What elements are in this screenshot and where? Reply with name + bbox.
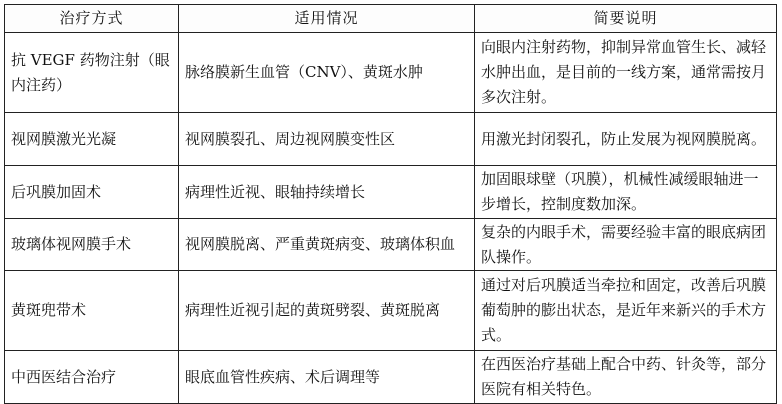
cell-indication: 病理性近视、眼轴持续增长 [179, 166, 475, 219]
table-row [5, 166, 777, 219]
cell-method: 黄斑兜带术 [5, 271, 179, 351]
cell-description: 通过对后巩膜适当牵拉和固定，改善后巩膜葡萄肿的膨出状态，是近年来新兴的手术方式。 [475, 271, 777, 351]
treatment-table [4, 4, 777, 404]
header-row [5, 5, 777, 33]
table-row [5, 219, 777, 271]
table-row [5, 271, 777, 351]
cell-indication: 视网膜脱离、严重黄斑病变、玻璃体积血 [179, 219, 475, 271]
cell-indication: 脉络膜新生血管（CNV）、黄斑水肿 [179, 33, 475, 113]
cell-method: 后巩膜加固术 [5, 166, 179, 219]
cell-indication: 眼底血管性疾病、术后调理等 [179, 351, 475, 404]
header-description: 简要说明 [475, 5, 777, 33]
cell-description: 复杂的内眼手术，需要经验丰富的眼底病团队操作。 [475, 219, 777, 271]
cell-description: 用激光封闭裂孔，防止发展为视网膜脱离。 [475, 113, 777, 166]
header-indication: 适用情况 [179, 5, 475, 33]
cell-description: 在西医治疗基础上配合中药、针灸等，部分医院有相关特色。 [475, 351, 777, 404]
table-row [5, 113, 777, 166]
cell-method: 视网膜激光光凝 [5, 113, 179, 166]
table-body [5, 33, 777, 404]
cell-method: 中西医结合治疗 [5, 351, 179, 404]
table-header [5, 5, 777, 33]
cell-method: 抗 VEGF 药物注射（眼内注药） [5, 33, 179, 113]
header-method: 治疗方式 [5, 5, 179, 33]
cell-indication: 病理性近视引起的黄斑劈裂、黄斑脱离 [179, 271, 475, 351]
cell-indication: 视网膜裂孔、周边视网膜变性区 [179, 113, 475, 166]
cell-description: 加固眼球壁（巩膜），机械性减缓眼轴进一步增长，控制度数加深。 [475, 166, 777, 219]
table-row [5, 351, 777, 404]
cell-method: 玻璃体视网膜手术 [5, 219, 179, 271]
table-row [5, 33, 777, 113]
cell-description: 向眼内注射药物，抑制异常血管生长、减轻水肿出血，是目前的一线方案，通常需按月多次注射。 [475, 33, 777, 113]
